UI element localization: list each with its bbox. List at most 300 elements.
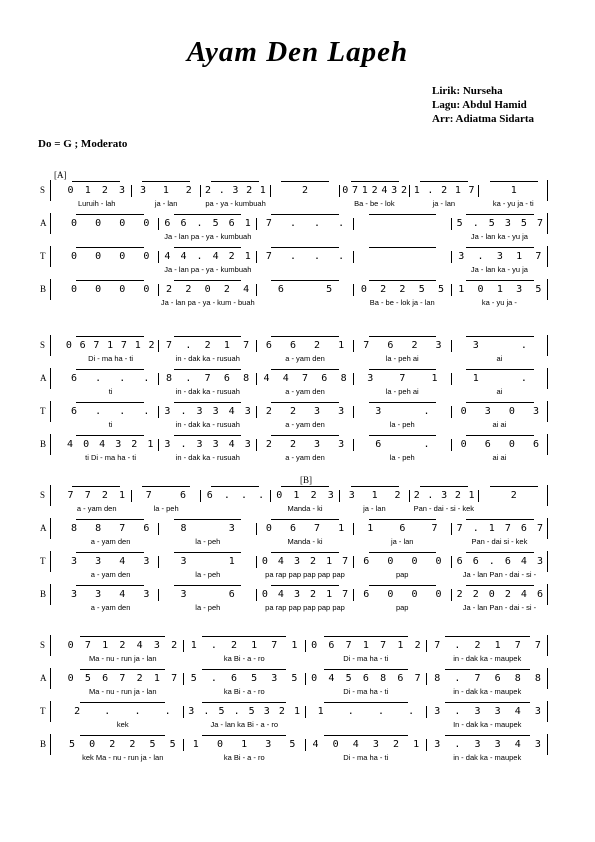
notation-staff [62, 556, 548, 568]
note: . [134, 706, 141, 717]
note: 1 [413, 185, 420, 196]
lyric-syllables: in - dak ka - rusuah [175, 387, 240, 396]
note: 1 [107, 340, 114, 351]
note: 6 [206, 490, 213, 501]
measure [354, 406, 451, 418]
note: 2 [265, 439, 272, 450]
note: 3 [232, 185, 239, 196]
note: 7 [380, 640, 387, 651]
note: . [119, 373, 126, 384]
note: 3 [265, 739, 272, 750]
note: 3 [271, 673, 278, 684]
note: 5 [218, 706, 225, 717]
note: . [210, 673, 217, 684]
note: 3 [534, 739, 541, 750]
measure [62, 185, 132, 197]
note: 1 [293, 706, 300, 717]
note: 4 [514, 706, 521, 717]
note: 3 [293, 589, 300, 600]
measure [62, 589, 159, 601]
note: 0 [143, 218, 150, 229]
note: 2 [74, 706, 81, 717]
note: 4 [381, 185, 388, 196]
note: 0 [119, 218, 126, 229]
measure [159, 218, 256, 230]
lyric-syllables: pa rap pap pap pap pap [265, 603, 345, 612]
note: . [338, 251, 345, 262]
lyric-syllables: Ja - lan ka - yu ja [470, 265, 528, 274]
note: 3 [143, 589, 150, 600]
measure [306, 739, 428, 751]
measure [184, 706, 306, 718]
lyric-syllables: la - peh [195, 537, 221, 546]
note: 2 [441, 185, 448, 196]
lyric-syllables: a - yam den [90, 603, 131, 612]
lyric-syllables [201, 504, 270, 515]
note: 7 [171, 673, 178, 684]
note: 7 [342, 556, 349, 567]
note: 0 [477, 284, 484, 295]
note: 0 [83, 439, 90, 450]
voice-label: T [40, 556, 46, 566]
note: 0 [143, 284, 150, 295]
note: 3 [115, 439, 122, 450]
lyric-syllables: ka Bi - a - ro [223, 654, 265, 663]
note: 3 [494, 739, 501, 750]
lyric-syllables [354, 232, 451, 243]
lyric-syllables: pap [395, 570, 409, 579]
note: 0 [204, 284, 211, 295]
lyric-line [62, 387, 548, 398]
note: 6 [143, 523, 150, 534]
note: 3 [534, 706, 541, 717]
lyric-line [62, 420, 548, 431]
note: 8 [166, 373, 173, 384]
note: 2 [204, 185, 212, 196]
note: 0 [435, 589, 442, 600]
voice-label: T [40, 406, 46, 416]
note: 7 [468, 185, 475, 196]
lyric-syllables: Ma - nu - run ja - lan [88, 654, 157, 663]
note: . [95, 373, 102, 384]
note: 1 [338, 340, 345, 351]
note: 2 [472, 589, 479, 600]
lyric-syllables: ja - lan [432, 199, 456, 208]
note: 3 [244, 406, 251, 417]
notation-staff [62, 185, 548, 197]
note: . [164, 706, 171, 717]
note: 0 [67, 185, 74, 196]
measure [354, 284, 451, 296]
note: . [472, 523, 479, 534]
lyric-syllables: Ja - lan pa - ya - kumbuah [164, 232, 252, 241]
note: 8 [434, 673, 441, 684]
note: 5 [520, 218, 527, 229]
lyric-syllables: ti Di - ma ha - ti [85, 453, 137, 462]
note: 6 [277, 284, 284, 295]
lyric-line [62, 603, 548, 614]
note: 2 [148, 340, 155, 351]
note: . [314, 218, 321, 229]
note: 7 [399, 373, 406, 384]
measure [306, 640, 428, 652]
note: 3 [441, 490, 448, 501]
lyric-syllables: ka Bi - a - ro [223, 753, 265, 762]
lyric-syllables [62, 265, 159, 276]
measure [62, 640, 184, 652]
note: 7 [67, 490, 74, 501]
lyric-line [62, 537, 548, 548]
lyric-syllables: ai [496, 387, 503, 396]
note: 0 [143, 251, 150, 262]
note: 4 [136, 640, 143, 651]
note: 1 [317, 706, 324, 717]
lyric-syllables: Di - ma ha - ti [343, 753, 389, 762]
note: 3 [391, 185, 398, 196]
note: 1 [494, 640, 501, 651]
note: 1 [468, 490, 475, 501]
note: 3 [196, 439, 203, 450]
note: 1 [291, 640, 298, 651]
note: 0 [71, 218, 78, 229]
note: 5 [437, 284, 444, 295]
note: 4 [328, 673, 335, 684]
tempo-marking: Do = G ; Moderato [38, 138, 128, 150]
note: 4 [67, 439, 74, 450]
note: 0 [276, 490, 283, 501]
note: 1 [223, 340, 230, 351]
note: 2 [454, 490, 461, 501]
lyric-syllables: ka - yu ja - ti [492, 199, 534, 208]
lyric-syllables [354, 265, 451, 276]
lyric-syllables: Manda - ki [287, 537, 323, 546]
note: 3 [293, 556, 300, 567]
note: 3 [196, 406, 203, 417]
note: 8 [514, 673, 521, 684]
note: . [454, 640, 461, 651]
measure [354, 340, 451, 352]
lyric-syllables: in - dak ka - rusuah [175, 453, 240, 462]
note: . [210, 640, 217, 651]
note: 1 [338, 523, 345, 534]
measure [62, 673, 184, 685]
note: 0 [488, 589, 495, 600]
lyric-syllables: Luruih - lah [77, 199, 116, 208]
measure [271, 185, 341, 197]
note: 0 [265, 523, 272, 534]
note: 8 [534, 673, 541, 684]
lyric-syllables: la - peh [389, 420, 415, 429]
note: 7 [265, 251, 272, 262]
note: 6 [484, 439, 491, 450]
lyric-syllables: la - peh [195, 603, 221, 612]
note: 1 [326, 556, 333, 567]
measure [427, 739, 548, 751]
lyric-line [62, 654, 548, 665]
note: . [520, 340, 527, 351]
note: 1 [102, 640, 109, 651]
lyric-syllables: in - dak ka - rusuah [175, 354, 240, 363]
note: 2 [278, 706, 285, 717]
note: . [218, 185, 225, 196]
note: 1 [228, 556, 235, 567]
lyric-syllables: ka - yu ja - [481, 298, 517, 307]
lyric-syllables: pap [395, 603, 409, 612]
lyric-syllables: ti [108, 420, 113, 429]
note: 5 [418, 284, 425, 295]
note: 1 [496, 284, 503, 295]
note: 7 [434, 640, 441, 651]
arranger-credit: Arr: Adiatma Sidarta [432, 113, 535, 125]
lyric-syllables: ka Bi - a - ro [223, 687, 265, 696]
measure [410, 185, 480, 197]
note: 7 [414, 673, 421, 684]
note: 7 [119, 523, 126, 534]
note: 2 [399, 284, 406, 295]
notation-staff [62, 640, 548, 652]
note: 6 [472, 556, 479, 567]
lyric-line [62, 570, 548, 581]
note: 6 [265, 340, 272, 351]
note: 3 [516, 284, 523, 295]
note: . [119, 406, 126, 417]
lyric-syllables: la - peh [153, 504, 179, 513]
note: 7 [93, 340, 100, 351]
note: 3 [532, 406, 539, 417]
note: 0 [89, 739, 96, 750]
note: . [520, 373, 527, 384]
note: 4 [520, 589, 527, 600]
note: . [180, 406, 187, 417]
measure [257, 218, 354, 230]
note: 3 [327, 490, 334, 501]
note: 3 [367, 373, 374, 384]
note: 3 [71, 589, 78, 600]
voice-label: B [40, 284, 47, 294]
note: 3 [180, 556, 187, 567]
note: 8 [71, 523, 78, 534]
lyric-syllables [270, 199, 339, 210]
note: . [454, 706, 461, 717]
lyric-syllables [256, 265, 353, 276]
measure [427, 673, 548, 685]
note: . [258, 490, 265, 501]
note: 6 [536, 589, 543, 600]
measure [159, 284, 256, 296]
lyric-syllables: Ba - be - lok ja - lan [369, 298, 435, 307]
note: 0 [360, 284, 367, 295]
note: . [289, 251, 296, 262]
measure [340, 490, 410, 502]
lyric-syllables: ti [108, 387, 113, 396]
note: 0 [95, 251, 102, 262]
note: 1 [510, 185, 517, 196]
note: . [477, 251, 484, 262]
credits-block [432, 84, 534, 126]
lyric-line [62, 504, 548, 515]
note: 0 [71, 284, 78, 295]
note: 7 [302, 373, 309, 384]
note: 0 [67, 673, 74, 684]
note: 6 [71, 406, 78, 417]
measure [201, 185, 271, 197]
lyric-syllables: Di - ma ha - ti [88, 354, 134, 363]
measure [452, 439, 548, 451]
notation-staff [62, 523, 548, 535]
note: 1 [397, 640, 404, 651]
note: 0 [261, 589, 268, 600]
composer-credit: Lagu: Abdul Hamid [432, 99, 527, 111]
measure [159, 523, 256, 535]
measure [257, 556, 354, 568]
note: 6 [321, 373, 328, 384]
note: 4 [243, 284, 250, 295]
note: 0 [332, 739, 339, 750]
voice-label: S [40, 185, 46, 195]
note: 2 [400, 185, 407, 196]
note: 2 [223, 284, 230, 295]
measure [159, 439, 256, 451]
measure [354, 218, 451, 230]
measure [257, 439, 354, 451]
note: 2 [310, 589, 317, 600]
lyric-syllables: Ja - lan Pan - dai - si - [462, 603, 537, 612]
note: 2 [171, 640, 178, 651]
measure [159, 406, 256, 418]
measure [452, 340, 548, 352]
measure [257, 340, 354, 352]
notation-staff [62, 490, 548, 502]
measure [257, 373, 354, 385]
note: 7 [342, 589, 349, 600]
note: . [427, 185, 434, 196]
note: 3 [504, 218, 511, 229]
voice-label: A [40, 523, 47, 533]
notation-staff [62, 589, 548, 601]
notation-staff [62, 706, 548, 718]
rehearsal-mark: [A] [54, 170, 67, 180]
lyric-syllables: Di - ma ha - ti [343, 654, 389, 663]
note: 2 [231, 640, 238, 651]
note: 0 [311, 640, 318, 651]
note: 6 [71, 373, 78, 384]
note: 3 [314, 406, 321, 417]
note: 4 [180, 251, 187, 262]
lyric-line [62, 753, 548, 764]
note: 3 [536, 556, 543, 567]
note: 7 [243, 340, 250, 351]
measure [354, 439, 451, 451]
note: 1 [431, 373, 438, 384]
notation-staff [62, 373, 548, 385]
note: 3 [472, 340, 479, 351]
lyric-syllables: Ja - lan ka - yu ja [470, 232, 528, 241]
measure [452, 373, 548, 385]
note: 5 [535, 284, 542, 295]
lyric-syllables [256, 232, 353, 243]
note: 2 [166, 284, 173, 295]
note: 6 [228, 218, 235, 229]
note: 7 [535, 251, 542, 262]
note: 4 [277, 589, 284, 600]
lyric-syllables: Manda - ki [287, 504, 323, 513]
note: 4 [212, 251, 219, 262]
note: 6 [504, 556, 511, 567]
lyric-syllables: In - dak ka - maupek [453, 720, 522, 729]
note: . [454, 739, 461, 750]
note: 3 [143, 556, 150, 567]
lyric-syllables [256, 298, 353, 309]
note: 1 [84, 185, 91, 196]
note: 7 [345, 640, 352, 651]
note: 1 [371, 490, 378, 501]
note: 6 [399, 523, 406, 534]
note: 4 [520, 556, 527, 567]
voice-label: T [40, 706, 46, 716]
measure [62, 556, 159, 568]
note: . [104, 706, 111, 717]
measure [452, 251, 548, 263]
lyric-syllables: in - dak ka - maupek [453, 654, 522, 663]
lyric-syllables: ai ai [492, 420, 507, 429]
note: 1 [488, 523, 495, 534]
note: 7 [351, 185, 359, 196]
lyric-line [62, 265, 548, 276]
note: 4 [228, 406, 235, 417]
measure [306, 673, 428, 685]
lyric-syllables: ja - lan [363, 504, 386, 513]
note: 2 [504, 589, 511, 600]
note: 4 [228, 439, 235, 450]
note: . [196, 218, 203, 229]
note: 4 [282, 373, 289, 384]
note: 5 [84, 673, 91, 684]
note: 5 [326, 284, 333, 295]
note: 1 [259, 185, 266, 196]
lyric-syllables [62, 232, 159, 243]
note: 2 [246, 185, 253, 196]
note: 1 [192, 739, 199, 750]
measure [62, 340, 159, 352]
note: 3 [71, 556, 78, 567]
lyric-syllables: Ja - lan pa - ya - kumbuah [164, 265, 252, 274]
note: 0 [342, 185, 349, 196]
measure [452, 284, 548, 296]
note: 2 [302, 185, 309, 196]
note: 2 [393, 739, 400, 750]
voice-label: S [40, 640, 46, 650]
note: . [289, 218, 296, 229]
measure [257, 284, 354, 296]
measure [62, 373, 159, 385]
note: 2 [310, 556, 317, 567]
measure [257, 406, 354, 418]
note: 3 [458, 251, 465, 262]
measure [62, 739, 184, 751]
note: 3 [212, 406, 219, 417]
note: 2 [411, 340, 418, 351]
voice-label: A [40, 373, 47, 383]
measure [159, 373, 256, 385]
note: 1 [251, 640, 258, 651]
note: . [240, 490, 248, 501]
note: 8 [95, 523, 102, 534]
lyric-syllables: in - dak ka - rusuah [175, 420, 240, 429]
note: . [338, 218, 345, 229]
note: 2 [119, 640, 126, 651]
note: 0 [411, 589, 418, 600]
note: 2 [394, 490, 401, 501]
